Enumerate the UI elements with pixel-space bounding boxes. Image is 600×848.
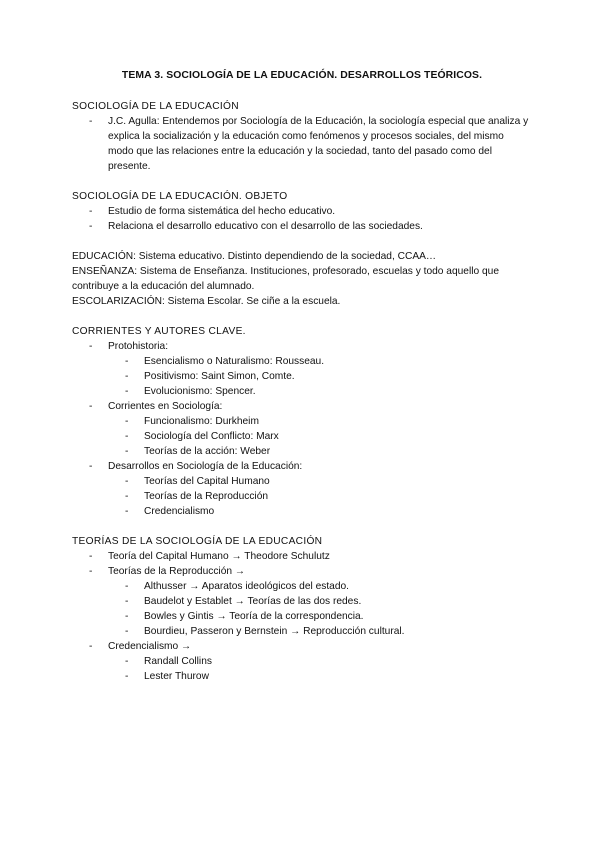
section-heading: SOCIOLOGÍA DE LA EDUCACIÓN	[72, 101, 239, 112]
sub-list-item: - Lester Thurow	[125, 671, 209, 682]
sub-list	[108, 654, 532, 684]
list-item: - Estudio de forma sistemática del hecho educativo.	[89, 206, 336, 217]
sub-list-item: - Althusser → Aparatos ideológicos del estado.	[125, 581, 350, 592]
definition-ensenanza: ENSEÑANZA: Sistema de Enseñanza. Instituciones, profesorado, escuelas y todo aquello que contribuye a la educación del alumnado.	[72, 266, 499, 292]
bullet-list	[72, 339, 532, 519]
document-page	[72, 68, 532, 699]
section-heading: SOCIOLOGÍA DE LA EDUCACIÓN. OBJETO	[72, 191, 288, 202]
definition-educacion: EDUCACIÓN: Sistema educativo. Distinto dependiendo de la sociedad, CCAA…	[72, 251, 437, 262]
list-item: - Desarrollos en Sociología de la Educación: - Teorías del Capital Humano - Teorías de la Reproducción - Credencialismo	[72, 459, 532, 519]
sub-list-item: - Teorías del Capital Humano	[125, 476, 270, 487]
sub-list-item: - Bourdieu, Passeron y Bernstein → Reproducción cultural.	[125, 626, 405, 637]
list-item: - Teorías de la Reproducción → - Althusser → Aparatos ideológicos del estado. - Baudelot y Establet → Teorías de las dos redes. - Bowles y Gintis → Teoría de la correspondencia. - Bourdieu, Passeron y Bernstein → Reproducción cultural.	[72, 564, 532, 639]
sub-list	[108, 579, 532, 639]
list-item: - Relaciona el desarrollo educativo con el desarrollo de las sociedades.	[89, 221, 423, 232]
list-item: - Teoría del Capital Humano → Theodore Schulutz	[89, 551, 330, 562]
list-item: - Corrientes en Sociología: - Funcionalismo: Durkheim - Sociología del Conflicto: Marx - Teorías de la acción: Weber	[72, 399, 532, 459]
section-teorias	[72, 534, 532, 684]
sub-list-item: - Credencialismo	[125, 506, 215, 517]
section-definicion	[72, 99, 532, 174]
sub-list-item: - Teorías de la Reproducción	[125, 491, 269, 502]
sub-list-item: - Bowles y Gintis → Teoría de la correspondencia.	[125, 611, 364, 622]
bullet-list	[72, 114, 532, 174]
section-objeto	[72, 189, 532, 234]
sub-list-item: - Randall Collins	[125, 656, 212, 667]
sub-list-item: - Funcionalismo: Durkheim	[125, 416, 259, 427]
section-definiciones	[72, 249, 532, 309]
bullet-list	[72, 204, 532, 234]
sub-list-item: - Sociología del Conflicto: Marx	[125, 431, 279, 442]
definition-escolarizacion: ESCOLARIZACIÓN: Sistema Escolar. Se ciñe a la escuela.	[72, 296, 341, 307]
section-heading: CORRIENTES Y AUTORES CLAVE.	[72, 326, 246, 337]
bullet-list	[72, 549, 532, 684]
list-item: - J.C. Agulla: Entendemos por Sociología de la Educación, la sociología especial que analiza y explica la socialización y la educación como fenómenos y procesos sociales, del mismo modo que las relaciones entre la educación y la sociedad, tanto del pasado como del presente.	[89, 116, 529, 172]
sub-list	[108, 474, 532, 519]
section-corrientes	[72, 324, 532, 519]
sub-list-item: - Evolucionismo: Spencer.	[125, 386, 256, 397]
section-heading: TEORÍAS DE LA SOCIOLOGÍA DE LA EDUCACIÓN	[72, 536, 323, 547]
sub-list	[108, 414, 532, 459]
document-title: TEMA 3. SOCIOLOGÍA DE LA EDUCACIÓN. DESARROLLOS TEÓRICOS.	[121, 70, 483, 81]
list-item: - Credencialismo → - Randall Collins - Lester Thurow	[72, 639, 532, 684]
list-item: - Protohistoria: - Esencialismo o Naturalismo: Rousseau. - Positivismo: Saint Simon, Comte. - Evolucionismo: Spencer.	[72, 339, 532, 399]
sub-list-item: - Positivismo: Saint Simon, Comte.	[125, 371, 295, 382]
sub-list	[108, 354, 532, 399]
sub-list-item: - Baudelot y Establet → Teorías de las dos redes.	[125, 596, 362, 607]
sub-list-item: - Esencialismo o Naturalismo: Rousseau.	[125, 356, 325, 367]
sub-list-item: - Teorías de la acción: Weber	[125, 446, 271, 457]
